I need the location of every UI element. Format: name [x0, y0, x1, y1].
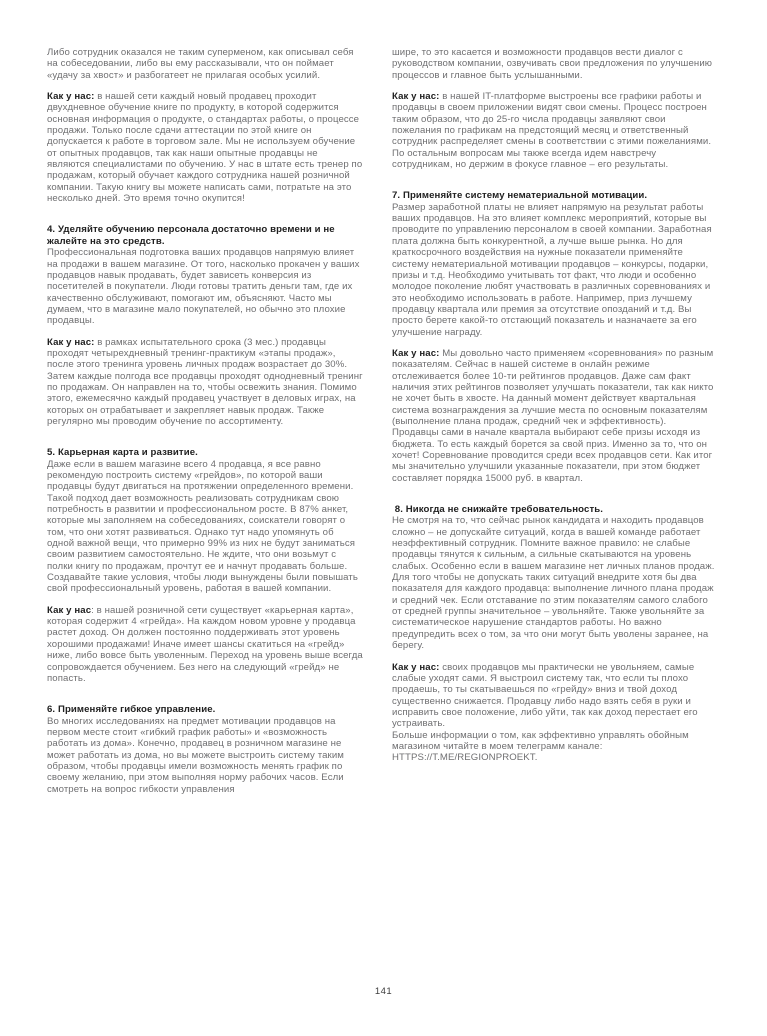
paragraph: Больше информации о том, как эффективно управлять обойным магазином читайте в моем телеграмм канале: HTTPS://T.ME/REGIONPROEKT. — [392, 729, 689, 764]
section-heading: 5. Карьерная карта и развитие. — [47, 447, 198, 459]
right-column — [392, 47, 715, 805]
section-heading: 4. Уделяйте обучению персонала достаточно времени и не жалейте на это средств. — [47, 224, 338, 247]
paragraph: Либо сотрудник оказался не таким суперменом, как описывал себя на собеседовании, либо вы ему рассказывали, что он поймает «удачу за хвост» и разбогатеет не прилагая особых усилий. — [47, 47, 354, 81]
paragraph: Как у нас: в рамках испытательного срока (3 мес.) продавцы проходят четырехдневный тренинг-практикум «этапы продаж», после этого тренинга уровень личных продаж возрастает до 30%. Затем каждые полгода все продавцы проходят однодневный тренинг по продажам. Он направлен на то, чтобы освежить знания. Помимо этого, ежемесячно каждый продавец участвует в деловых играх, на которых он отрабатывает и закрепляет навык продаж. Также регулярно мы проводим обучение по ассортименту. — [47, 336, 363, 427]
paragraph-bold-prefix: Как у нас: — [47, 336, 95, 348]
paragraph: Как у нас: своих продавцов мы практически не увольняем, самые слабые уходят сами. Я выстроил систему так, что если ты плохо продаешь, то ты скатываешься по «грейду» вниз и твой доход существенно снижается. Продавцу либо надо взять себя в руки и исправить свое положение, либо уйти, так как доход перестает его устраивать. — [392, 661, 698, 730]
paragraph: Как у нас: в нашей IT-платформе выстроены все графики работы и продавцы в своем приложении видят свои смены. Процесс построен таким образом, что до 25-го числа продавцы заявляют свои пожелания по графикам на предстоящий месяц и ответственный сотрудник распределяет смены в соответствии с этими пожеланиями. По остальным вопросам мы также всегда идем навстречу сотрудникам, но держим в фокусе главное – его результаты. — [392, 91, 712, 171]
page-number: 141 — [374, 986, 393, 997]
paragraph-bold-prefix: Как у нас: — [47, 91, 95, 103]
paragraph-bold-prefix: Как у нас: — [392, 347, 440, 359]
paragraph-bold-prefix: Как у нас — [47, 604, 92, 616]
section-heading: 6. Применяйте гибкое управление. — [47, 704, 216, 716]
left-column — [47, 47, 363, 805]
paragraph: Профессиональная подготовка ваших продавцов напрямую влияет на продажи в вашем магазине. От того, насколько прокачен у ваших продавцов навык продавать, будет зависеть конверсия из посетителей в покупатели. Люди готовы тратить деньги там, где их качественно обслуживают, помогают им, объясняют. Часто мы думаем, что в магазине мало покупателей, но обычно это плохие продавцы. — [47, 247, 360, 327]
paragraph: Во многих исследованиях на предмет мотивации продавцов на первом месте стоит «гибкий график работы» и «возможность работать из дома». Конечно, продавец в розничном магазине не может работать из дома, но вы можете выстроить систему таким образом, чтобы продавцы имели возможность менять график по своему желанию, при этом выполняя норму рабочих часов. Если смотреть на вопрос гибкости управления — [47, 715, 344, 795]
paragraph: Как у нас: в нашей сети каждый новый продавец проходит двухдневное обучение книге по продукту, в которой содержится основная информация о продукте, о стандартах работы, о процессе продажи. Только после сдачи аттестации по этой книге он допускается к работе в торговом зале. Мы не используем обучение от опытных продавцов, так как наши опытные продавцы не являются специалистами по обучению. У нас в штате есть тренер по продажам, который обучает каждого сотрудника нашей розничной компании. Такую книгу вы можете написать сами, потратьте на это несколько дней. Это время точно окупится! — [47, 91, 363, 205]
paragraph: Как у нас: Мы довольно часто применяем «соревнования» по разным показателям. Сейчас в нашей системе в онлайн режиме отслеживается более 10-ти рейтингов продавцов. Даже сам факт наличия этих рейтингов позволяет улучшать показатели, так как никто не хочет быть в хвосте. На данный момент действует квартальная система вознаграждения за лучшие места по основным показателям (выполнение плана продаж, средний чек и эффективность). Продавцы сами в начале квартала выбирают себе призы исходя из бюджета. То есть каждый борется за свой приз. Именно за то, что он хочет! Соревнование проводится среди всех продавцов сети. Как итог мы значительно улучшили указанные показатели, при этом бюджет составляет порядка 15000 руб. в квартал. — [392, 347, 714, 484]
paragraph-bold-prefix: Как у нас: — [392, 661, 440, 673]
section-heading: 8. Никогда не снижайте требовательность. — [392, 504, 604, 516]
paragraph: Не смотря на то, что сейчас рынок кандидата и находить продавцов сложно – не допускайте ситуаций, когда в вашей команде работает неэффективный сотрудник. Помните важное правило: не слабые продавцы тянутся к сильным, а сильные скатываются на уровень слабых. Особенно если в вашем магазине нет личных планов продаж. Для того чтобы не допускать таких ситуаций внедрите хотя бы два показателя для каждого продавца: выполнение личного плана продаж и средний чек. Если отставание по этим показателям самого слабого от средней группы значительное – увольняйте. Также увольняйте за систематическое нарушение стандартов работы. Но важно предупредить всех о том, за что они могут быть уволены заранее, на берегу. — [392, 515, 715, 652]
text-columns — [47, 47, 715, 805]
paragraph: Даже если в вашем магазине всего 4 продавца, я все равно рекомендую построить систему «грейдов», по которой ваши продавцы будут двигаться на протяжении определенного времени. Такой подход дает возможность реализовать сотрудникам свою потребность в развитии и профессиональном росте. В 87% анкет, которые мы заполняем на собеседованиях, соискатели говорят о том, что они хотят развиваться. Однако тут надо упомянуть об одной важной вещи, что примерно 99% из них не будут заниматься своим развитием самостоятельно. Не ждите, что они возьмут с полки книгу по продажам, прочтут ее и начнут продавать больше. Создавайте такие условия, чтобы люди вынуждены были повышать свой профессиональный уровень, работая в вашей компании. — [47, 458, 358, 595]
paragraph-bold-prefix: Как у нас: — [392, 91, 440, 103]
paragraph: шире, то это касается и возможности продавцов вести диалог с руководством компании, озвучивать свои предложения по улучшению процессов и главное быть услышанными. — [392, 47, 713, 81]
paragraph: Как у нас: в нашей розничной сети существует «карьерная карта», которая содержит 4 «грейда». На каждом новом уровне у продавца растет доход. Он должен постоянно поддерживать этот уровень хорошими продажами! Иначе имеет шансы скатиться на «грейд» ниже, либо вовсе быть уволенным. Переход на уровень выше всегда сопровождается обучением. Без него на следующий «грейд» не попасть. — [47, 604, 363, 684]
section-heading: 7. Применяйте систему нематериальной мотивации. — [392, 190, 648, 202]
paragraph: Размер заработной платы не влияет напрямую на результат работы ваших продавцов. На это влияет комплекс мероприятий, которые вы проводите по управлению персоналом в своей компании. Заработная плата должна быть конкурентной, а лучше выше рынка. Но для краткосрочного воздействия на нужные показатели применяйте систему нематериальной мотивации продавцов – конкурсы, подарки, призы и т.д. Необходимо учитывать тот факт, что люди и особенно молодое поколение любят участвовать в различных соревнованиях и это необходимо использовать в работе. Например, приз лучшему продавцу квартала или премия за отсутствие опозданий и т.д. Вы просто берете какой-то отстающий показатель и назначаете за его улучшение награду. — [392, 201, 712, 338]
